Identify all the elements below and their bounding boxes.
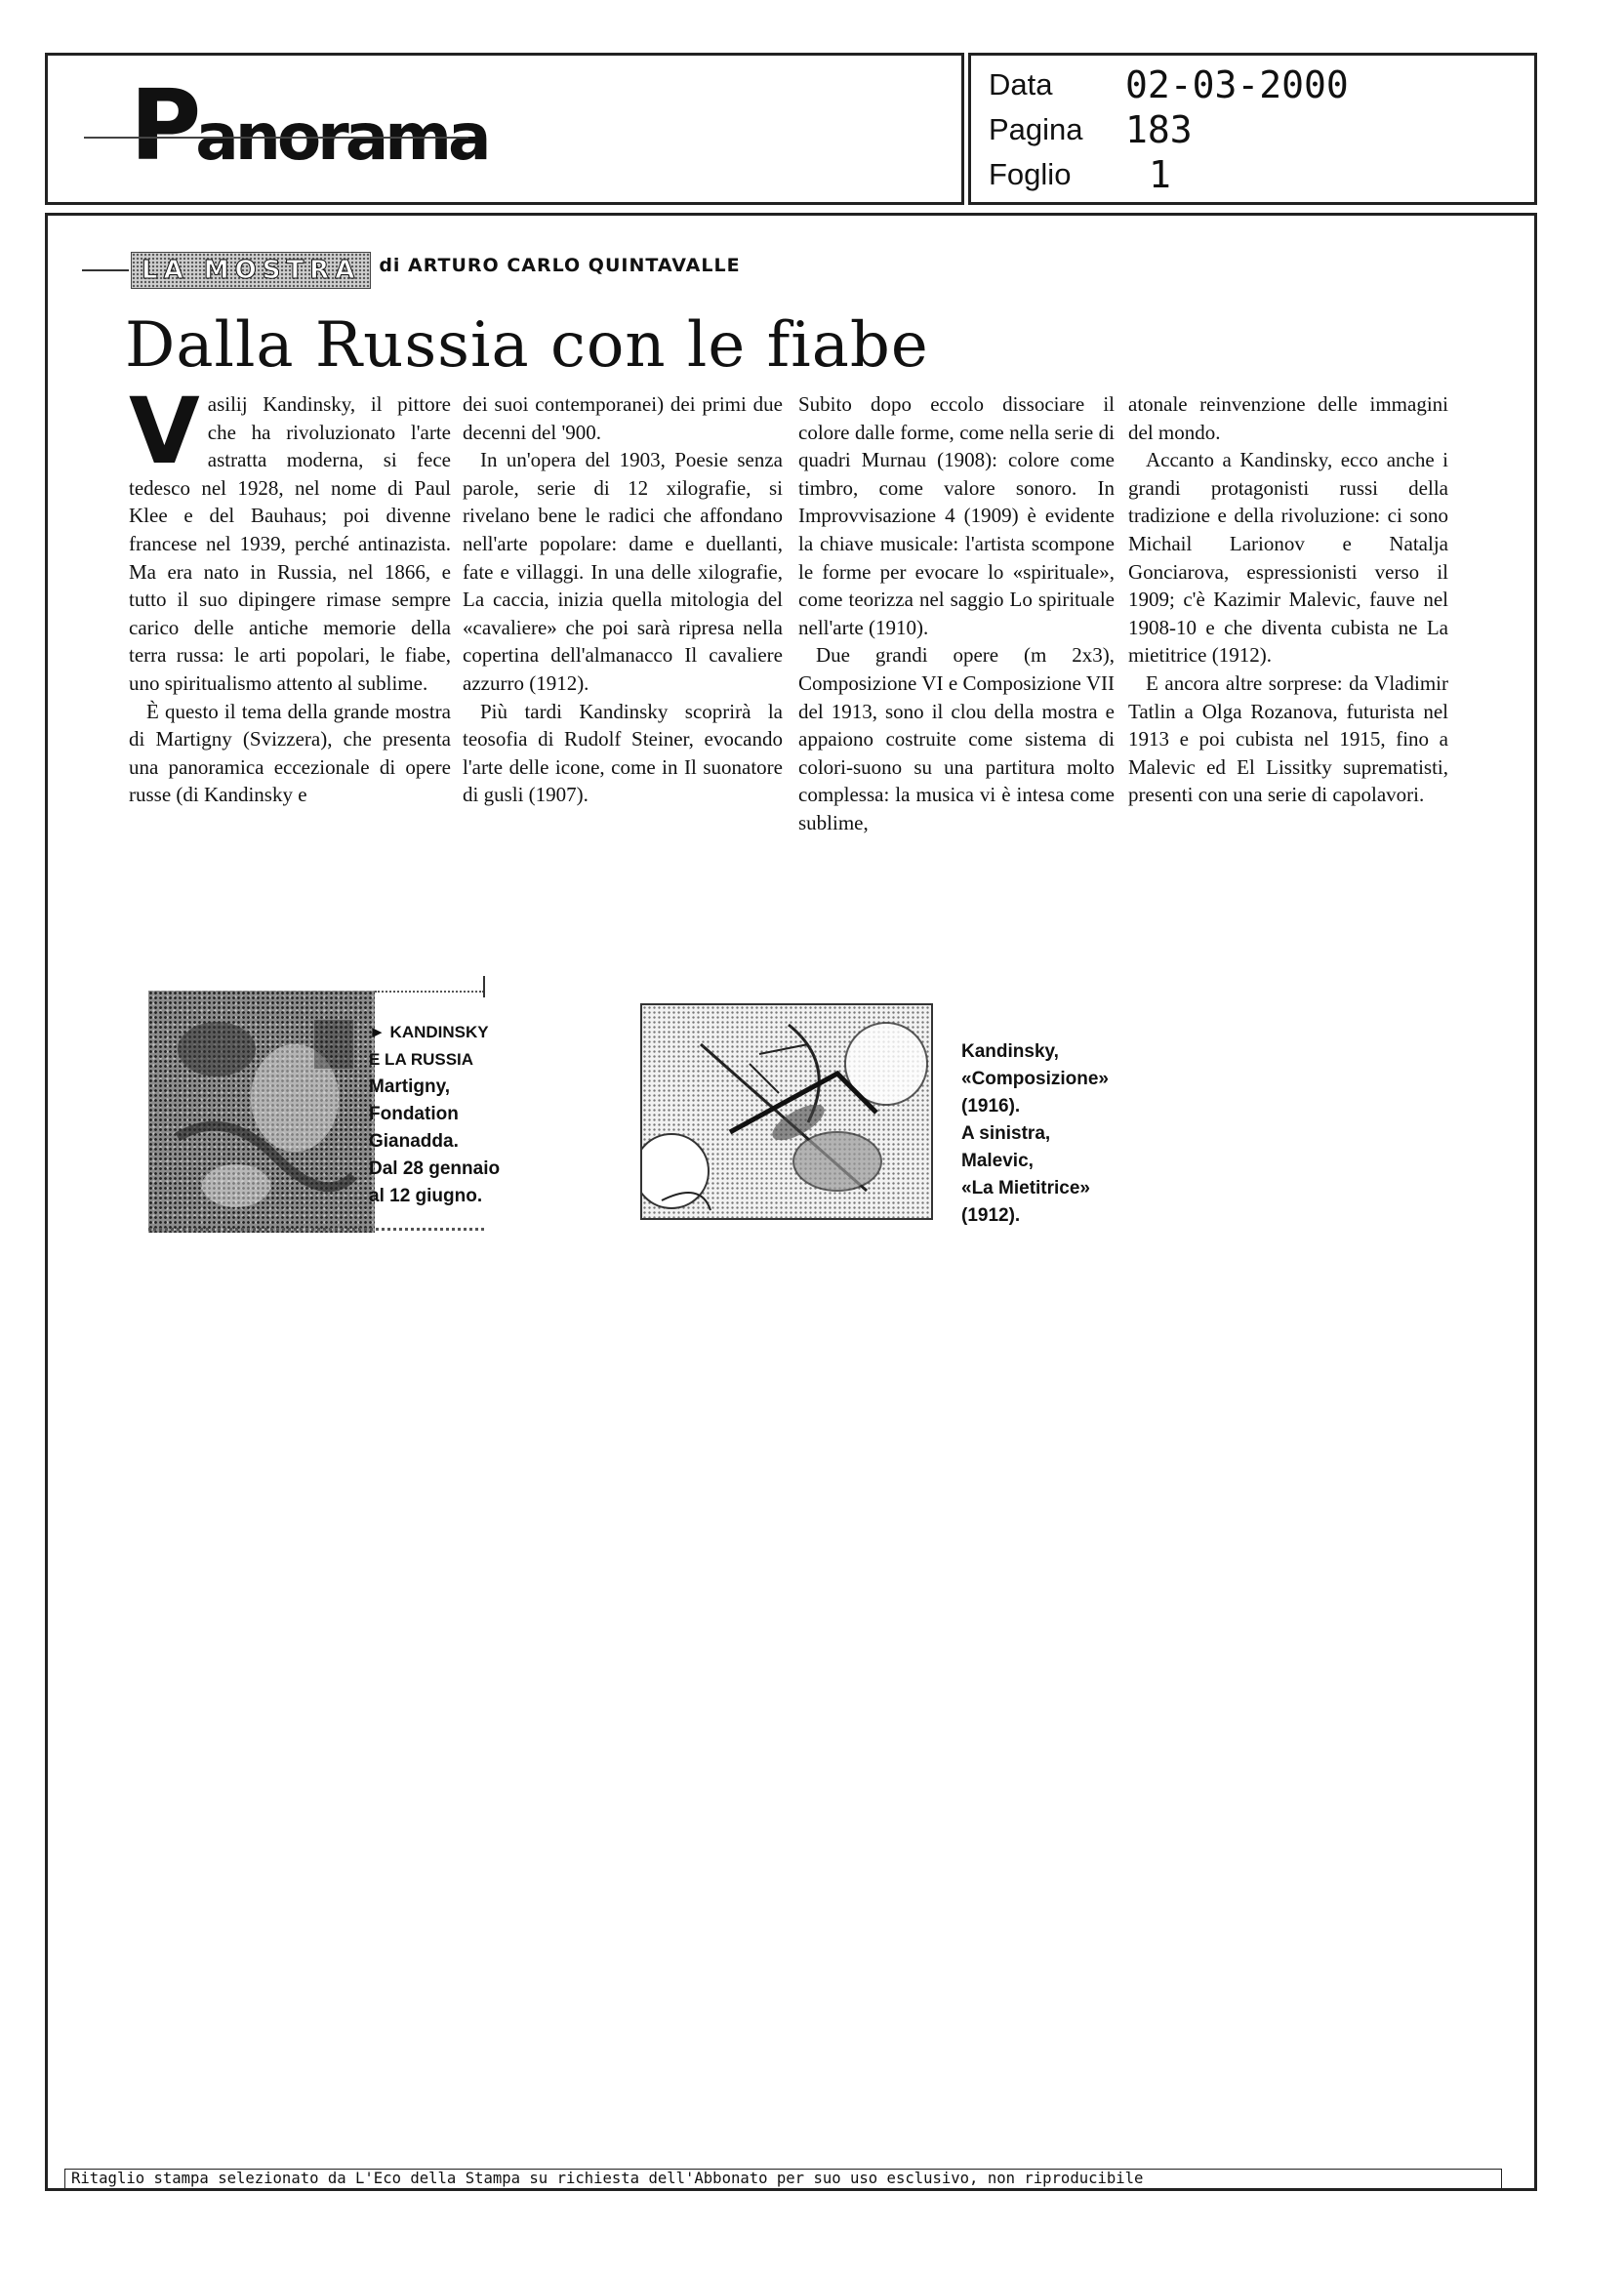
caption-line: Kandinsky, [961,1041,1059,1062]
article-column-3 [798,390,1115,837]
caption-line: «La Mietitrice» [961,1178,1090,1198]
meta-box [968,53,1537,205]
byline: di ARTURO CARLO QUINTAVALLE [379,255,741,276]
caption-line: (1916). [961,1096,1021,1117]
meta-sheet-label: Foglio [989,157,1072,191]
paragraph: Accanto a Kandinsky, ecco anche i grandi protagonisti russi della tradizione e della rivoluzione: ci sono Michail Larionov e Natalja Gonciarova, espressionisti verso il 1909; c'è Kazimir Malevic, fauve nel 1908-10 e che diventa cubista ne La mietitrice (1912). [1128,448,1448,668]
meta-page-value: 183 [1125,108,1193,151]
meta-page-row [989,108,1193,151]
kandinsky-composition-image [640,1003,933,1220]
meta-page-label: Pagina [989,112,1083,146]
paragraph: Due grandi opere (m 2x3), Composizione VI e Composizione VII del 1913, sono il clou della mostra e appaiono costruite come sistema di colori-suono su una partitura molto complessa: la musica vi è intesa come sublime, [798,643,1115,834]
caption-line: A sinistra, [961,1123,1051,1144]
article-column-1 [129,379,451,809]
caption-line: Dal 28 gennaio [369,1158,501,1179]
meta-date-label: Data [989,67,1053,102]
caption-line: al 12 giugno. [369,1186,483,1206]
article-column-4 [1128,390,1448,809]
malevic-painting-image [148,991,375,1233]
paragraph: Più tardi Kandinsky scoprirà la teosofia di Rudolf Steiner, evocando l'arte delle icone, come in Il suonatore di gusli (1907). [463,699,783,807]
rubric-label: LA MOSTRA [131,252,371,289]
article-headline: Dalla Russia con le fiabe [125,309,929,382]
corner-mark [483,976,485,997]
exhibition-info-caption [369,1019,515,1210]
caption-line: Martigny, [369,1076,451,1097]
caption-line: Fondation [369,1104,459,1124]
caption-line: Gianadda. [369,1131,459,1152]
caption-line: «Composizione» [961,1069,1109,1089]
caption-line: E LA RUSSIA [369,1050,474,1069]
meta-sheet-value: 1 [1149,153,1171,196]
rubric-rule [82,269,129,271]
paragraph: È questo il tema della grande mostra di Martigny (Svizzera), che presenta una panoramica eccezionale di opere russe (di Kandinsky e [129,699,451,807]
drop-cap: V [129,379,200,485]
meta-sheet-row [989,153,1171,196]
image-border-top [375,991,484,998]
logo-initial: P [130,68,196,183]
caption-line: Malevic, [961,1151,1034,1171]
image-border-bottom [148,1228,484,1231]
painting-shapes [148,991,375,1233]
paragraph-text: asilij Kandinsky, il pittore che ha rivoluzionato l'arte astratta moderna, si fece tedesco nel 1928, nel nome di Paul Klee e del Bauhaus; poi divenne francese nel 1939, perché antinazista. Ma era nato in Russia, nel 1866, e tutto il suo dipingere rimase sempre carico delle antiche memorie della terra russa: le arti popolari, le fiabe, uno spiritualismo attento al sublime. [129,392,451,695]
newspaper-logo [130,68,488,183]
logo-underline [84,137,468,139]
paragraph: E ancora altre sorprese: da Vladimir Tatlin a Olga Rozanova, futurista nel 1913 e poi cubista nel 1915, fino a Malevic ed El Lissitky suprematisti, presenti con una serie di capolavori. [1128,670,1448,807]
paragraph: dei suoi contemporanei) dei primi due decenni del '900. [463,392,783,444]
paragraph: In un'opera del 1903, Poesie senza parole, serie di 12 xilografie, si rivelano bene le radici che affondano nell'arte popolare: dame e duellanti, fate e villaggi. In una delle xilografie, La caccia, inizia quella mitologia del «cavaliere» che poi sarà ripresa nella copertina dell'almanacco Il cavaliere azzurro (1912). [463,448,783,695]
meta-date-row [989,63,1349,106]
clipping-disclaimer: Ritaglio stampa selezionato da L'Eco della Stampa su richiesta dell'Abbonato per suo uso esclusivo, non riproducibile [64,2169,1502,2190]
masthead-box [45,53,964,205]
composition-drawing [642,1005,931,1218]
composition-caption [961,1038,1137,1230]
paragraph: Subito dopo eccolo dissociare il colore dalle forme, come nella serie di quadri Murnau (1908): colore come timbro, come valore sonoro. In Improvvisazione 4 (1909) è evidente la chiave musicale: l'artista scompone le forme per evocare lo «spirituale», come teorizza nel saggio Lo spirituale nell'arte (1910). [798,392,1115,639]
logo-rest: anorama [195,100,488,175]
caption-line: ► KANDINSKY [369,1023,489,1041]
section-rubric [82,252,741,289]
paragraph [129,379,451,698]
paragraph: atonale reinvenzione delle immagini del mondo. [1128,392,1448,444]
meta-date-value: 02-03-2000 [1125,63,1349,106]
caption-line: (1912). [961,1205,1021,1226]
article-column-2 [463,390,783,809]
